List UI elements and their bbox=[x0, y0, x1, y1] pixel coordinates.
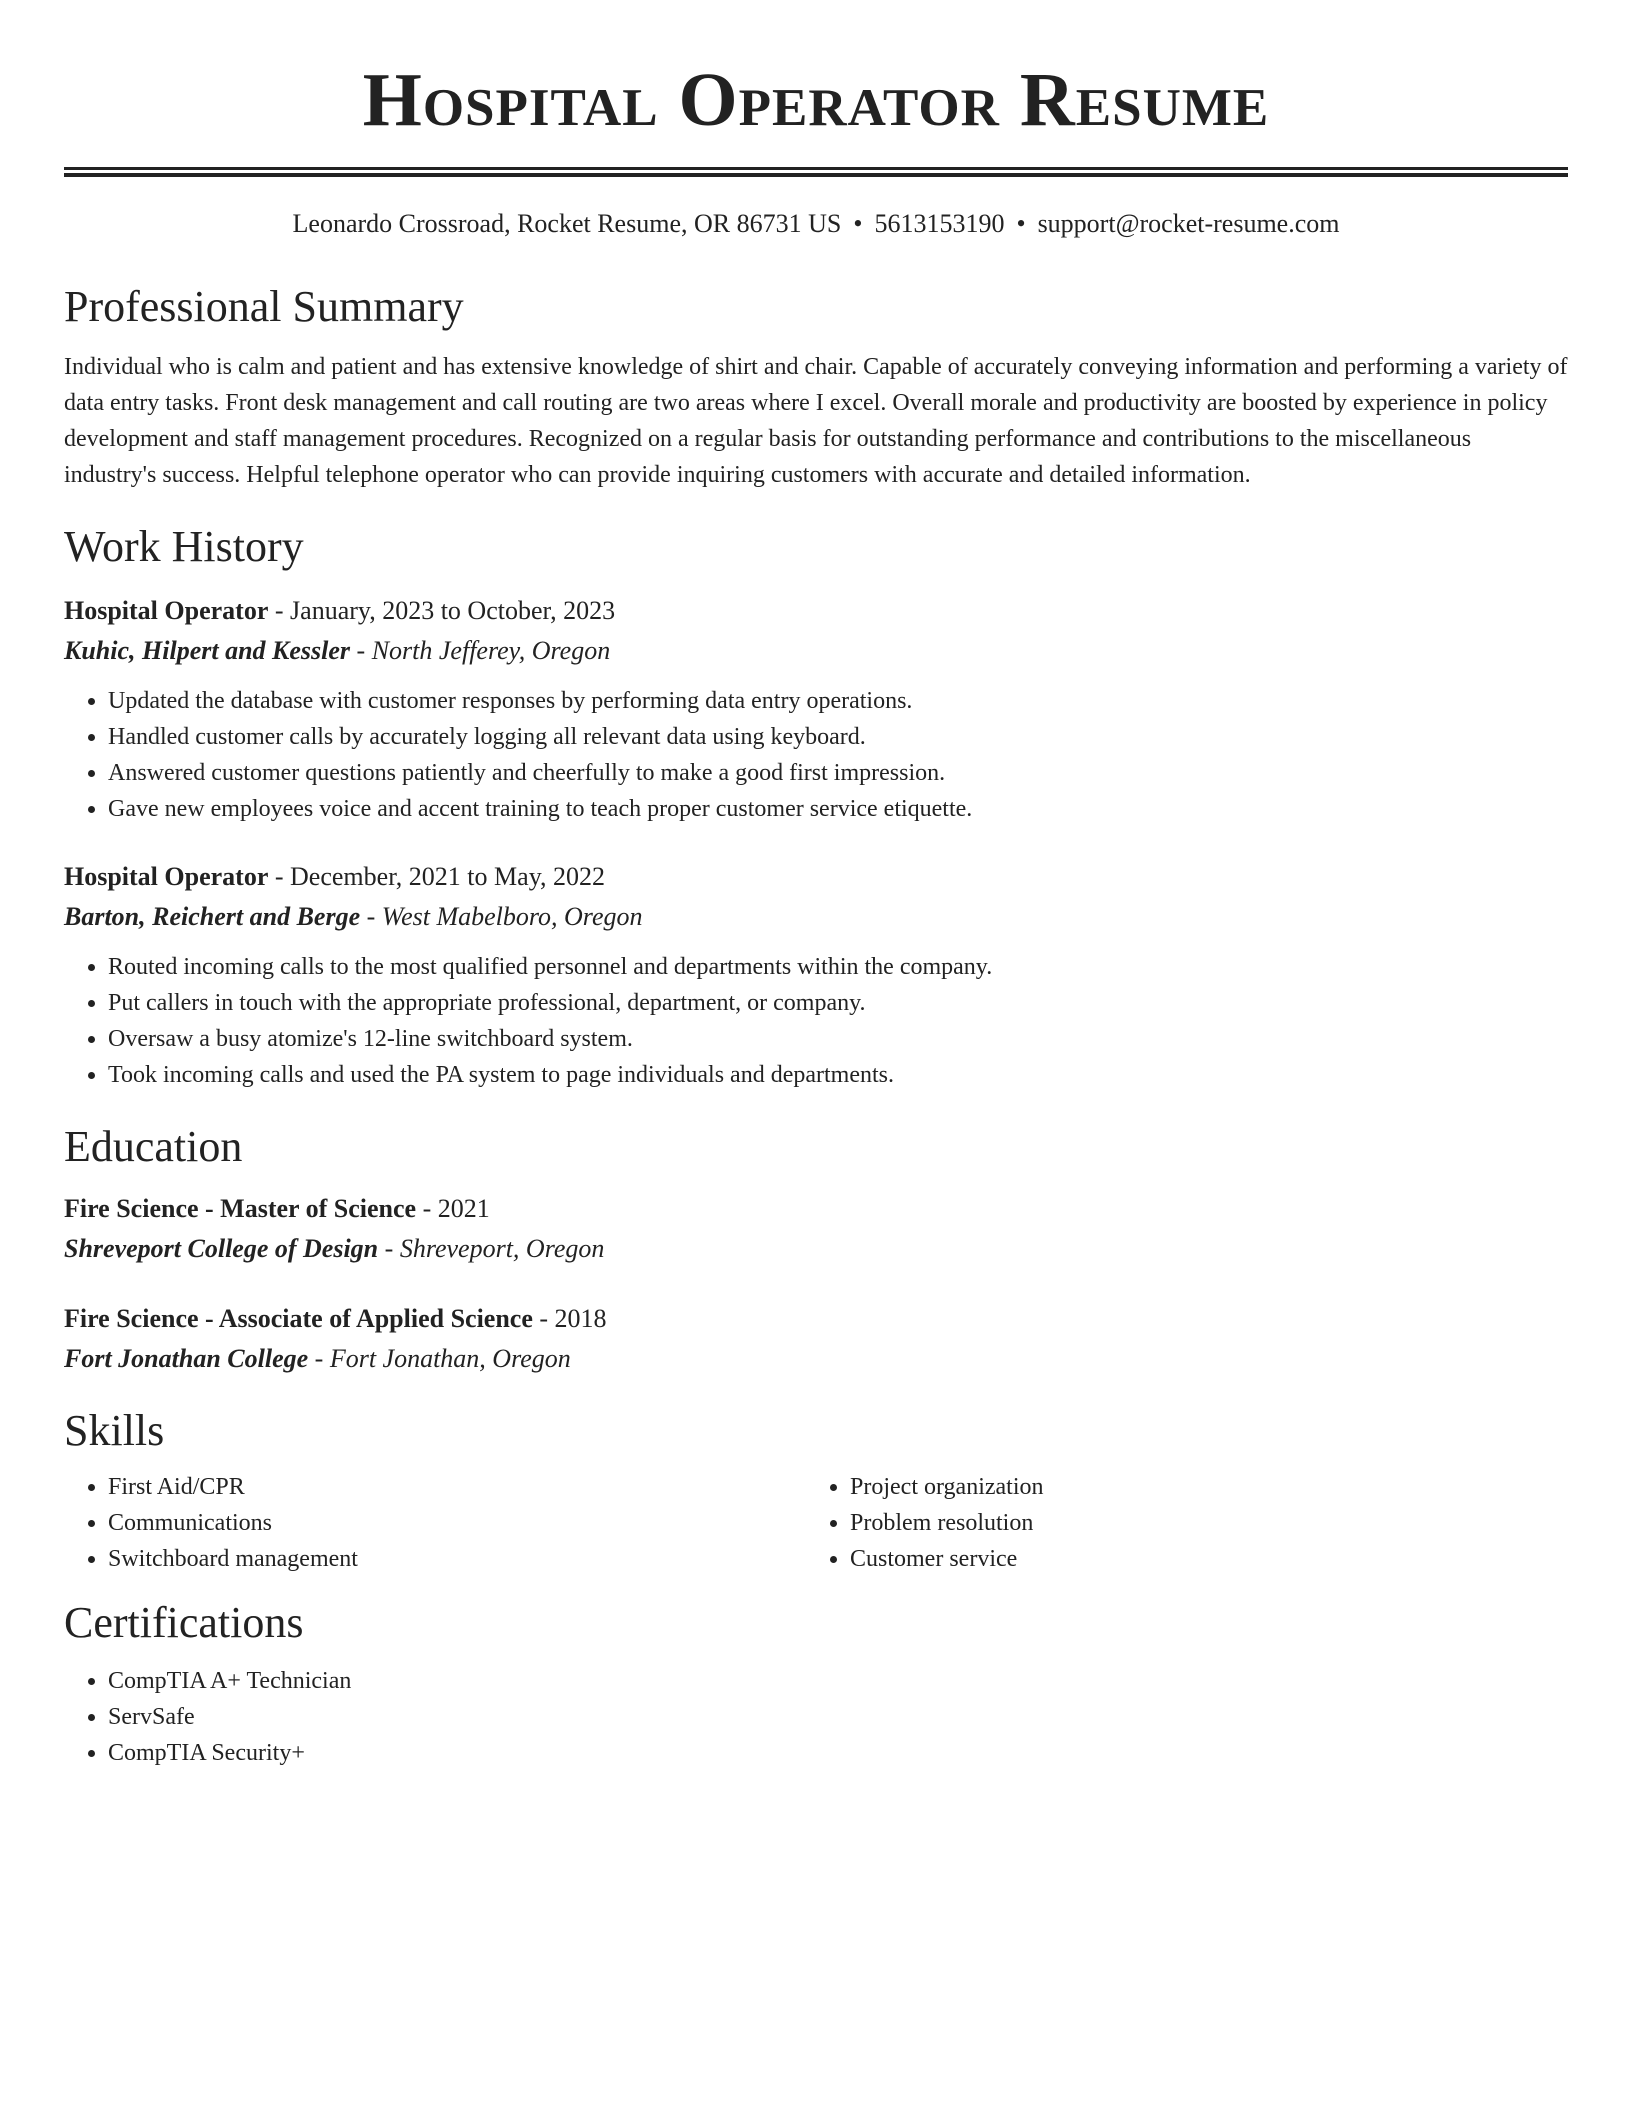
job-duty: • Took incoming calls and used the PA system to page individuals and departments. bbox=[108, 1057, 1568, 1093]
job-role: Hospital Operator bbox=[64, 596, 269, 625]
job-location: - West Mabelboro, Oregon bbox=[360, 902, 643, 931]
education-entry bbox=[64, 1189, 1568, 1269]
job-header bbox=[64, 591, 1568, 631]
education-location: - Shreveport, Oregon bbox=[378, 1234, 605, 1263]
skill-item: • First Aid/CPR bbox=[108, 1469, 806, 1505]
contact-separator: • bbox=[853, 209, 863, 238]
education-location: - Fort Jonathan, Oregon bbox=[308, 1344, 571, 1373]
job-duty: • Oversaw a busy atomize's 12-line switchboard system. bbox=[108, 1021, 1568, 1057]
job-dates: - December, 2021 to May, 2022 bbox=[268, 862, 606, 891]
job-location: - North Jefferey, Oregon bbox=[350, 636, 611, 665]
page-title: Hospital Operator Resume bbox=[362, 58, 1270, 142]
skills-column-right bbox=[806, 1469, 1548, 1577]
title-divider bbox=[64, 167, 1568, 177]
education-header bbox=[64, 1189, 1568, 1229]
contact-separator: • bbox=[1016, 209, 1026, 238]
contact-line bbox=[64, 207, 1568, 241]
certification-item: • CompTIA A+ Technician bbox=[108, 1663, 1568, 1699]
certification-item: • CompTIA Security+ bbox=[108, 1735, 1568, 1771]
certifications-list bbox=[64, 1663, 1568, 1771]
education-year: - 2018 bbox=[532, 1304, 607, 1333]
education-year: - 2021 bbox=[416, 1194, 490, 1223]
contact-phone: 5613153190 bbox=[874, 209, 1005, 238]
job-duty: • Gave new employees voice and accent training to teach proper customer service etiquette. bbox=[108, 791, 1568, 827]
education-header bbox=[64, 1299, 1568, 1339]
skills-heading: Skills bbox=[64, 1406, 165, 1455]
summary-text: Individual who is calm and patient and has extensive knowledge of shirt and chair. Capable of accurately conveying information and performing a variety of data entry tasks. Front desk management and call routing are two areas where I excel. Overall morale and productivity are boosted by experience in policy development and staff management procedures. Recognized on a regular basis for outstanding performance and contributions to the miscellaneous industry's success. Helpful telephone operator who can provide inquiring customers with accurate and detailed information. bbox=[64, 354, 1568, 488]
certifications-items bbox=[64, 1663, 1568, 1771]
job-role: Hospital Operator bbox=[64, 862, 269, 891]
education-degree: Fire Science - Associate of Applied Science bbox=[64, 1304, 533, 1333]
job-duties bbox=[64, 683, 1568, 827]
job-company: Kuhic, Hilpert and Kessler bbox=[64, 636, 351, 665]
contact-email: support@rocket-resume.com bbox=[1037, 209, 1340, 238]
skill-item: • Switchboard management bbox=[108, 1541, 806, 1577]
education-school: Shreveport College of Design bbox=[64, 1234, 379, 1263]
job-header bbox=[64, 857, 1568, 897]
job-duty: • Routed incoming calls to the most qualified personnel and departments within the company. bbox=[108, 949, 1568, 985]
job-company-line bbox=[64, 897, 1568, 937]
education-heading: Education bbox=[64, 1122, 243, 1171]
job-duty: • Put callers in touch with the appropriate professional, department, or company. bbox=[108, 985, 1568, 1021]
certification-item: • ServSafe bbox=[108, 1699, 1568, 1735]
education-school-line bbox=[64, 1339, 1568, 1379]
skills-list bbox=[64, 1469, 1568, 1577]
job-duty: • Handled customer calls by accurately logging all relevant data using keyboard. bbox=[108, 719, 1568, 755]
skill-item: • Customer service bbox=[850, 1541, 1548, 1577]
skill-item: • Project organization bbox=[850, 1469, 1548, 1505]
summary-heading: Professional Summary bbox=[64, 282, 464, 331]
job-duty: • Updated the database with customer responses by performing data entry operations. bbox=[108, 683, 1568, 719]
job-entry bbox=[64, 857, 1568, 1093]
education-school-line bbox=[64, 1229, 1568, 1269]
job-dates: - January, 2023 to October, 2023 bbox=[268, 596, 616, 625]
job-company: Barton, Reichert and Berge bbox=[64, 902, 361, 931]
job-duties bbox=[64, 949, 1568, 1093]
education-school: Fort Jonathan College bbox=[64, 1344, 309, 1373]
job-duty: • Answered customer questions patiently and cheerfully to make a good first impression. bbox=[108, 755, 1568, 791]
skills-column-left bbox=[64, 1469, 806, 1577]
education-degree: Fire Science - Master of Science bbox=[64, 1194, 417, 1223]
skill-item: • Communications bbox=[108, 1505, 806, 1541]
work-history-heading: Work History bbox=[64, 522, 304, 571]
job-company-line bbox=[64, 631, 1568, 671]
skill-item: • Problem resolution bbox=[850, 1505, 1548, 1541]
education-entry bbox=[64, 1299, 1568, 1379]
certifications-heading: Certifications bbox=[64, 1598, 304, 1647]
contact-address: Leonardo Crossroad, Rocket Resume, OR 86731 US bbox=[292, 209, 842, 238]
job-entry bbox=[64, 591, 1568, 827]
